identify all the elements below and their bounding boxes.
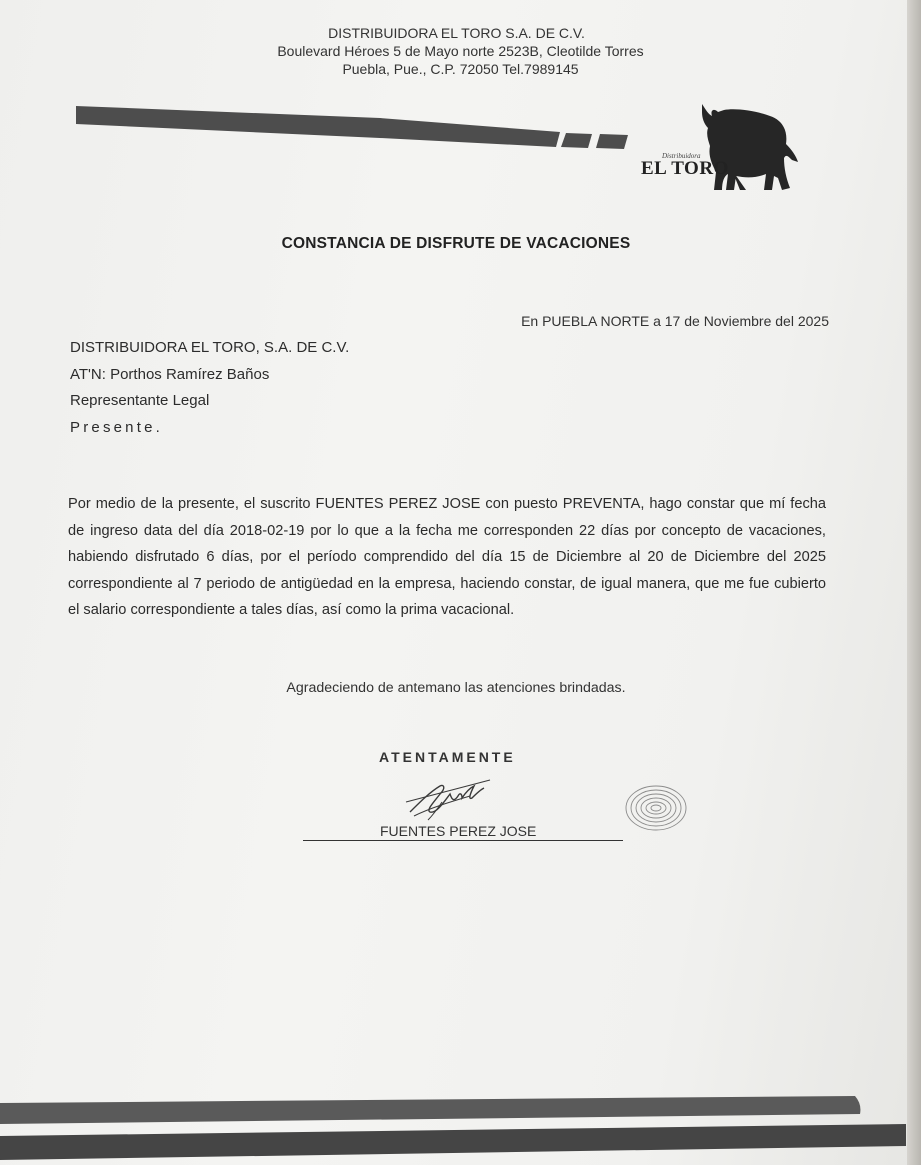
- letterhead-company: DISTRIBUIDORA EL TORO S.A. DE C.V.: [328, 25, 585, 41]
- signer-name: FUENTES PEREZ JOSE: [380, 823, 537, 839]
- top-band-segment-2: [596, 134, 628, 149]
- letterhead-address-line2: Puebla, Pue., C.P. 72050 Tel.7989145: [342, 61, 579, 77]
- handwritten-signature: [400, 772, 500, 827]
- body-paragraph: Por medio de la presente, el suscrito FUENTES PEREZ JOSE con puesto PREVENTA, hago constar que mí fecha de ingreso data del día 2018-02-19 por lo que a la fecha me corresponden 22 días por concepto de vacaciones, habiendo disfrutado 6 días, por el período comprendido del día 15 de Diciembre al 20 de Diciembre del 2025 correspondiente al 7 periodo de antigüedad en la empresa, haciendo constar, de igual manera, que me fue cubierto el salario correspondiente a tales días, así como la prima vacacional.: [68, 496, 826, 618]
- thanks-line: Agradeciendo de antemano las atenciones brindadas.: [286, 680, 626, 696]
- logo-main-text: EL TORO: [641, 158, 729, 179]
- recipient-role: Representante Legal: [70, 392, 210, 409]
- bull-icon: [636, 98, 806, 198]
- document-title: CONSTANCIA DE DISFRUTE DE VACACIONES: [281, 235, 631, 252]
- letterhead-address-line1: Boulevard Héroes 5 de Mayo norte 2523B, Cleotilde Torres: [277, 43, 644, 59]
- top-band: [76, 106, 560, 147]
- top-band-segment-1: [561, 133, 592, 148]
- recipient-presente: Presente.: [70, 418, 164, 436]
- date-line: En PUEBLA NORTE a 17 de Noviembre del 2025: [521, 313, 829, 329]
- bottom-band-1: [0, 1096, 860, 1124]
- fingerprint-mark: [618, 780, 698, 840]
- el-toro-logo: [636, 98, 806, 198]
- recipient-block: [70, 335, 349, 441]
- signature-line: [303, 840, 623, 841]
- atentamente-label: ATENTAMENTE: [379, 749, 516, 765]
- recipient-attn: AT'N: Porthos Ramírez Baños: [70, 365, 270, 383]
- logo-small-text: Distribuidora: [662, 152, 701, 160]
- recipient-company: DISTRIBUIDORA EL TORO, S.A. DE C.V.: [70, 339, 350, 356]
- bottom-band-2: [0, 1124, 906, 1160]
